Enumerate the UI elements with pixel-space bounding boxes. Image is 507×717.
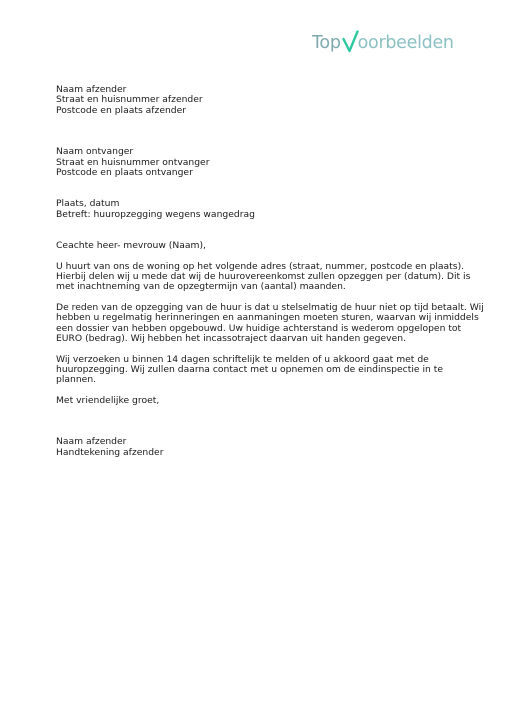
closing: Met vriendelijke groet, bbox=[56, 394, 160, 406]
signature-name: Naam afzender bbox=[56, 436, 127, 448]
sender-street: Straat en huisnummer afzender bbox=[56, 94, 203, 106]
paragraph-line: plannen. bbox=[56, 374, 97, 386]
recipient-name: Naam ontvanger bbox=[56, 146, 134, 158]
logo-text-top: Top bbox=[312, 32, 341, 53]
paragraph-reason bbox=[56, 301, 484, 345]
paragraph-line: Hierbij delen wij u mede dat wij de huurovereenkomst zullen opzeggen per (datum). Dit is bbox=[56, 271, 471, 283]
paragraph-notice bbox=[56, 260, 471, 293]
logo-text-voorbeelden: oorbeelden bbox=[357, 32, 454, 53]
recipient-city: Postcode en plaats ontvanger bbox=[56, 167, 193, 179]
topvoorbeelden-logo bbox=[312, 26, 454, 52]
logo-checkmark-icon bbox=[342, 30, 359, 54]
paragraph-line: EURO (bedrag). Wij hebben het incassotraject daarvan uit handen gegeven. bbox=[56, 333, 406, 345]
paragraph-line: hebben u regelmatig herinneringen en aanmaningen moeten sturen, waarvan wij inmiddels bbox=[56, 312, 479, 324]
recipient-street: Straat en huisnummer ontvanger bbox=[56, 156, 210, 168]
letter-body bbox=[56, 84, 484, 458]
letter-meta bbox=[56, 199, 466, 220]
place-date: Plaats, datum bbox=[56, 198, 120, 210]
paragraph-line: U huurt van ons de woning op het volgende adres (straat, nummer, postcode en plaats). bbox=[56, 260, 465, 272]
signature-block bbox=[56, 437, 466, 458]
paragraph-line: met inachtneming van de opzegtermijn van (aantal) maanden. bbox=[56, 281, 346, 293]
salutation: Ceachte heer- mevrouw (Naam), bbox=[56, 240, 206, 252]
paragraph-line: huuropzegging. Wij zullen daarna contact met u opnemen om de eindinspectie in te bbox=[56, 363, 443, 375]
recipient-address bbox=[56, 147, 466, 178]
paragraph-line: Wij verzoeken u binnen 14 dagen schriftelijk te melden of u akkoord gaat met de bbox=[56, 353, 429, 365]
sender-address bbox=[56, 85, 466, 116]
paragraph-line: een dossier van hebben opgebouwd. Uw huidige achterstand is wederom opgelopen tot bbox=[56, 322, 462, 334]
sender-name: Naam afzender bbox=[56, 84, 127, 95]
subject-line: Betreft: huuropzegging wegens wangedrag bbox=[56, 208, 255, 220]
sender-city: Postcode en plaats afzender bbox=[56, 104, 187, 116]
paragraph-line: De reden van de opzegging van de huur is dat u stelselmatig de huur niet op tijd betaalt. Wij bbox=[56, 301, 484, 313]
paragraph-request bbox=[56, 355, 466, 386]
signature-sign: Handtekening afzender bbox=[56, 446, 164, 458]
